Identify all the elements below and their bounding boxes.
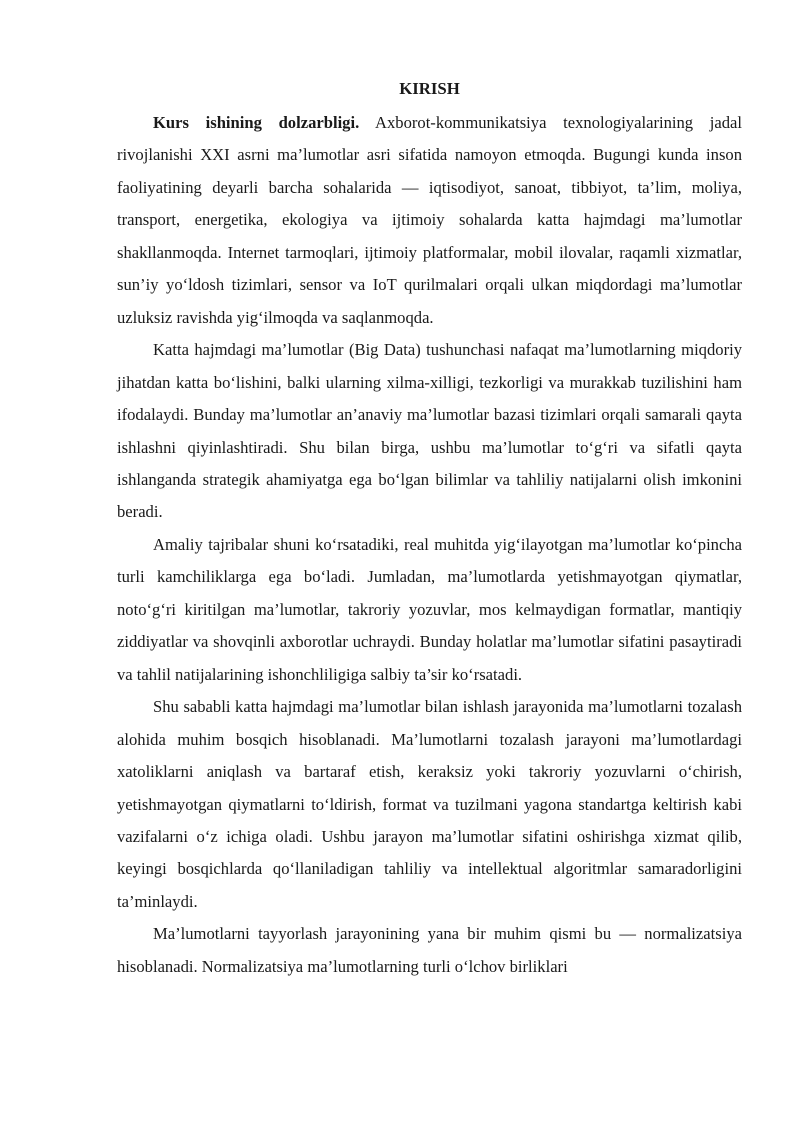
paragraph-relevance [117,107,742,334]
paragraph-text: Shu sababli katta hajmdagi ma’lumotlar bilan ishlash jarayonida ma’lumotlarni tozalash alohida muhim bosqich hisoblanadi. Ma’lumotlarni tozalash jarayoni ma’lumotlardagi xatoliklarni aniqlash va bartaraf etish, keraksiz yoki takroriy yozuvlarni o‘chirish, yetishmayotgan qiymatlarni to‘ldirish, format va tuzilmani yagona standartga keltirish kabi vazifalarni o‘z ichiga oladi. Ushbu jarayon ma’lumotlar sifatini oshirishga xizmat qilib, keyingi bosqichlarda qo‘llaniladigan tahliliy va intellektual algoritmlar samaradorligini ta’minlaydi. [117,697,742,911]
paragraph-text: Axborot-kommunikatsiya texnologiyalarining jadal rivojlanishi XXI asrni ma’lumotlar asri sifatida namoyon etmoqda. Bugungi kunda inson faoliyatining deyarli barcha sohalarida — iqtisodiyot, sanoat, tibbiyot, ta’lim, moliya, transport, energetika, ekologiya va ijtimoiy sohalarda katta hajmdagi ma’lumotlar shakllanmoqda. Internet tarmoqlari, ijtimoiy platformalar, mobil ilovalar, raqamli xizmatlar, sun’iy yo‘ldosh tizimlari, sensor va IoT qurilmalari orqali ulkan miqdordagi ma’lumotlar uzluksiz ravishda yig‘ilmoqda va saqlanmoqda. [117,113,742,327]
paragraph-big-data [117,334,742,529]
paragraph-text: Ma’lumotlarni tayyorlash jarayonining yana bir muhim qismi bu — normalizatsiya hisoblanadi. Normalizatsiya ma’lumotlarning turli o‘lchov birliklari [117,924,742,976]
paragraph-text: Amaliy tajribalar shuni ko‘rsatadiki, real muhitda yig‘ilayotgan ma’lumotlar ko‘pincha turli kamchiliklarga ega bo‘ladi. Jumladan, ma’lumotlarda yetishmayotgan qiymatlar, noto‘g‘ri kiritilgan ma’lumotlar, takroriy yozuvlar, mos kelmaydigan formatlar, mantiqiy ziddiyatlar va shovqinli axborotlar uchraydi. Bunday holatlar ma’lumotlar sifatini pasaytiradi va tahlil natijalarining ishonchliligiga salbiy ta’sir ko‘rsatadi. [117,534,742,684]
paragraph-text: Katta hajmdagi ma’lumotlar (Big Data) tushunchasi nafaqat ma’lumotlarning miqdoriy jihatdan katta bo‘lishini, balki ularning xilma-xilligi, tezkorligi va murakkab tuzilishini ham ifodalaydi. Bunday ma’lumotlar an’anaviy ma’lumotlar bazasi tizimlari orqali samarali qayta ishlashni qiyinlashtiradi. Shu bilan birga, ushbu ma’lumotlar to‘g‘ri va sifatli qayta ishlanganda strategik ahamiyatga ega bo‘lgan bilimlar va tahliliy natijalarni olish imkonini beradi. [117,340,742,522]
paragraph-data-issues [117,529,742,691]
paragraph-normalization [117,918,742,983]
paragraph-data-cleaning [117,691,742,918]
body-text [117,107,742,983]
paragraph-lead: Kurs ishining dolzarbligi. [153,113,360,132]
section-title: KIRISH [399,79,460,98]
